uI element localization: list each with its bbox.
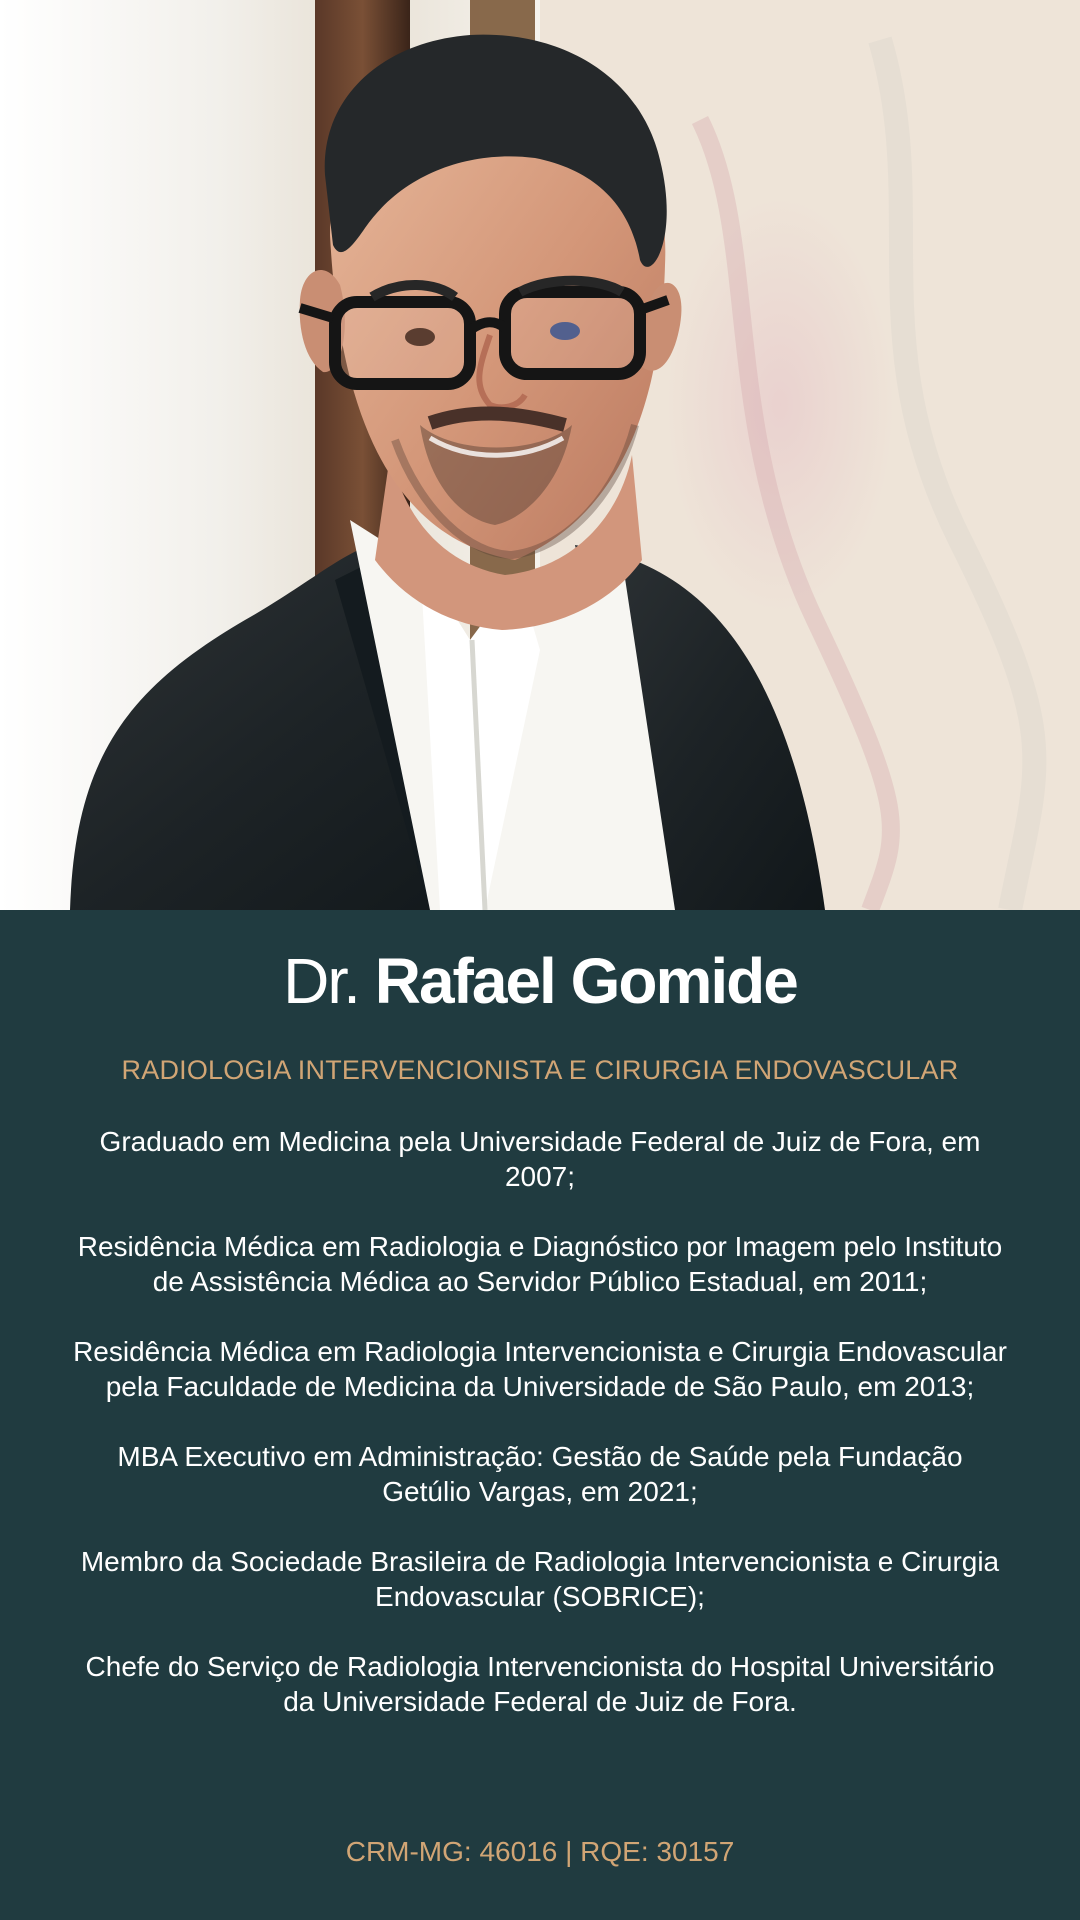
bio-item: Residência Médica em Radiologia e Diagnóstico por Imagem pelo Instituto de Assistência Médica ao Servidor Público Estadual, em 2011; (77, 1231, 1003, 1297)
doctor-portrait (0, 0, 1080, 910)
bio-item: MBA Executivo em Administração: Gestão de Saúde pela Fundação Getúlio Vargas, em 2021; (117, 1441, 963, 1507)
doctor-name (0, 945, 1080, 1019)
portrait-illustration (0, 0, 1080, 910)
credentials-text: CRM-MG: 46016 | RQE: 30157 (345, 1836, 735, 1867)
doctor-full-name: Rafael Gomide (374, 945, 797, 1017)
bio-item: Membro da Sociedade Brasileira de Radiologia Intervencionista e Cirurgia Endovascular (SOBRICE); (80, 1546, 1000, 1612)
bio-list (70, 1124, 1010, 1754)
bio-item: Graduado em Medicina pela Universidade Federal de Juiz de Fora, em 2007; (99, 1126, 981, 1192)
doctor-bio-panel (0, 910, 1080, 1920)
bio-item: Chefe do Serviço de Radiologia Intervencionista do Hospital Universitário da Universidade Federal de Juiz de Fora. (85, 1651, 995, 1717)
specialty-text: RADIOLOGIA INTERVENCIONISTA E CIRURGIA ENDOVASCULAR (121, 1055, 959, 1085)
bio-item: Residência Médica em Radiologia Intervencionista e Cirurgia Endovascular pela Faculdade de Medicina da Universidade de São Paulo, em 2013; (73, 1336, 1007, 1402)
name-prefix: Dr. (283, 945, 359, 1017)
